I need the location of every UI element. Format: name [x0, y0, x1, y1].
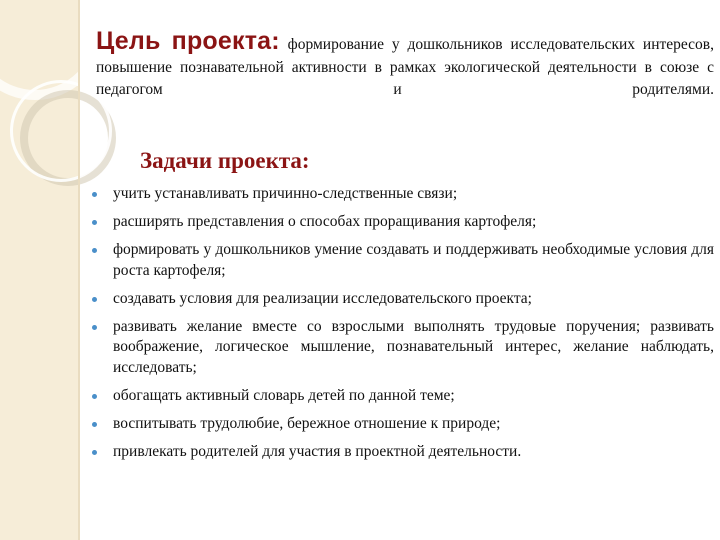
task-text: создавать условия для реализации исследовательского проекта;: [113, 289, 532, 307]
project-goal-paragraph: [96, 27, 714, 102]
task-text: развивать желание вместе со взрослыми выполнять трудовые поручения; развивать воображение, логическое мышление, познавательный интерес, желание наблюдать, исследовать;: [113, 317, 714, 376]
bullet-icon: [92, 422, 97, 427]
bullet-icon: [92, 192, 97, 197]
task-item: [88, 442, 714, 463]
task-item: [88, 212, 714, 233]
bullet-icon: [92, 297, 97, 302]
task-text: воспитывать трудолюбие, бережное отношение к природе;: [113, 414, 501, 432]
decorative-side-panel: [0, 0, 80, 540]
task-item: [88, 317, 714, 379]
task-item: [88, 240, 714, 281]
task-text: обогащать активный словарь детей по данной теме;: [113, 386, 455, 404]
task-item: [88, 386, 714, 407]
bullet-icon: [92, 248, 97, 253]
tasks-title: Задачи проекта:: [140, 148, 310, 173]
task-item: [88, 289, 714, 310]
goal-text: формирование у дошкольников исследовательских интересов, повышение познавательной активности в рамках экологической деятельности в союзе с педагогом и родителями.: [96, 36, 714, 98]
task-item: [88, 414, 714, 435]
task-item: [88, 184, 714, 205]
bullet-icon: [92, 450, 97, 455]
task-text: привлекать родителей для участия в проектной деятельности.: [113, 442, 522, 460]
task-list: [88, 184, 714, 470]
task-text: формировать у дошкольников умение создавать и поддерживать необходимые условия для роста картофеля;: [113, 241, 714, 279]
bullet-icon: [92, 325, 97, 330]
bullet-icon: [92, 220, 97, 225]
task-text: учить устанавливать причинно-следственные связи;: [113, 185, 458, 202]
bullet-icon: [92, 394, 97, 399]
goal-heading: Цель проекта:: [96, 27, 280, 55]
task-text: расширять представления о способах проращивания картофеля;: [113, 213, 537, 230]
